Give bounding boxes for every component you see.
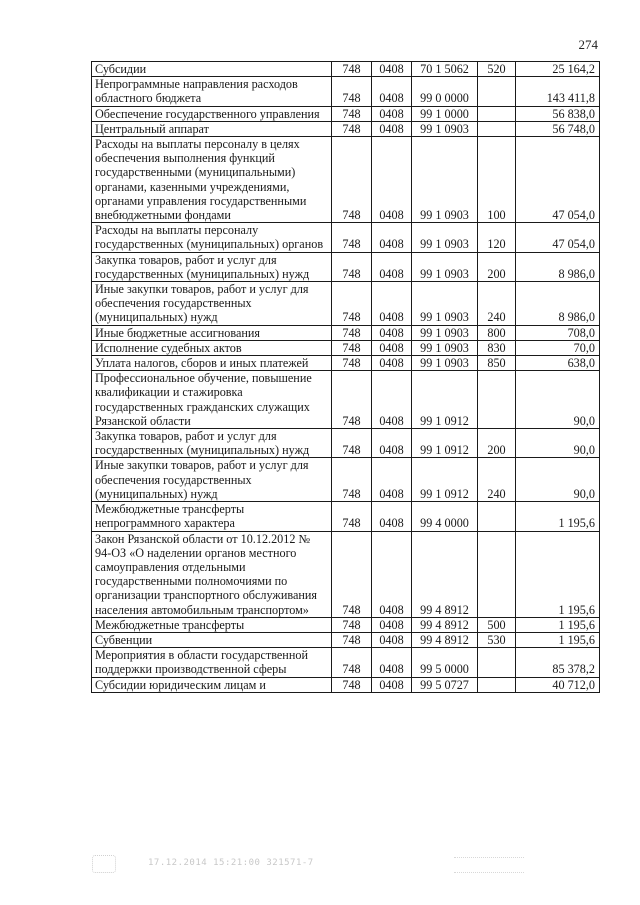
stamp-mark-right xyxy=(454,857,524,873)
cell-name: Иные закупки товаров, работ и услуг для обеспечения государственных (муниципальных) нужд xyxy=(92,458,332,502)
table-row xyxy=(92,62,600,77)
cell-ministry-code: 748 xyxy=(332,252,372,281)
table-row xyxy=(92,458,600,502)
cell-section-code: 0408 xyxy=(372,62,412,77)
stamp-text: 17.12.2014 15:21:00 321571-7 xyxy=(148,858,314,868)
cell-name: Межбюджетные трансферты xyxy=(92,617,332,632)
cell-target-article: 70 1 5062 xyxy=(412,62,478,77)
cell-section-code: 0408 xyxy=(372,617,412,632)
cell-expense-type: 800 xyxy=(478,325,516,340)
cell-target-article: 99 4 8912 xyxy=(412,632,478,647)
cell-ministry-code: 748 xyxy=(332,632,372,647)
cell-section-code: 0408 xyxy=(372,252,412,281)
cell-amount: 47 054,0 xyxy=(516,223,600,252)
cell-target-article: 99 5 0000 xyxy=(412,648,478,677)
cell-amount: 56 838,0 xyxy=(516,106,600,121)
cell-amount: 708,0 xyxy=(516,325,600,340)
table-row xyxy=(92,340,600,355)
cell-section-code: 0408 xyxy=(372,282,412,326)
cell-target-article: 99 1 0912 xyxy=(412,429,478,458)
table-row xyxy=(92,617,600,632)
cell-ministry-code: 748 xyxy=(332,356,372,371)
cell-expense-type: 500 xyxy=(478,617,516,632)
cell-ministry-code: 748 xyxy=(332,106,372,121)
cell-section-code: 0408 xyxy=(372,531,412,617)
cell-target-article: 99 1 0903 xyxy=(412,325,478,340)
cell-expense-type: 240 xyxy=(478,282,516,326)
cell-target-article: 99 1 0903 xyxy=(412,356,478,371)
cell-target-article: 99 5 0727 xyxy=(412,677,478,692)
cell-expense-type: 530 xyxy=(478,632,516,647)
page-number: 274 xyxy=(578,37,598,52)
cell-ministry-code: 748 xyxy=(332,121,372,136)
cell-target-article: 99 1 0000 xyxy=(412,106,478,121)
cell-expense-type xyxy=(478,531,516,617)
cell-ministry-code: 748 xyxy=(332,77,372,106)
table-row xyxy=(92,648,600,677)
cell-expense-type xyxy=(478,677,516,692)
cell-section-code: 0408 xyxy=(372,458,412,502)
cell-target-article: 99 4 8912 xyxy=(412,617,478,632)
cell-name: Субвенции xyxy=(92,632,332,647)
cell-section-code: 0408 xyxy=(372,632,412,647)
cell-name: Уплата налогов, сборов и иных платежей xyxy=(92,356,332,371)
cell-ministry-code: 748 xyxy=(332,282,372,326)
cell-amount: 8 986,0 xyxy=(516,252,600,281)
cell-amount: 90,0 xyxy=(516,371,600,429)
cell-amount: 8 986,0 xyxy=(516,282,600,326)
cell-target-article: 99 1 0912 xyxy=(412,371,478,429)
cell-amount: 40 712,0 xyxy=(516,677,600,692)
cell-section-code: 0408 xyxy=(372,371,412,429)
cell-target-article: 99 4 0000 xyxy=(412,502,478,531)
cell-name: Субсидии юридическим лицам и xyxy=(92,677,332,692)
table-body xyxy=(92,62,600,693)
table-row xyxy=(92,371,600,429)
cell-name: Мероприятия в области государственной поддержки производственной сферы xyxy=(92,648,332,677)
cell-ministry-code: 748 xyxy=(332,223,372,252)
cell-target-article: 99 1 0912 xyxy=(412,458,478,502)
cell-name: Закупка товаров, работ и услуг для государственных (муниципальных) нужд xyxy=(92,429,332,458)
cell-amount: 90,0 xyxy=(516,429,600,458)
table-row xyxy=(92,429,600,458)
cell-expense-type: 830 xyxy=(478,340,516,355)
table-row xyxy=(92,282,600,326)
table-row xyxy=(92,356,600,371)
cell-name: Расходы на выплаты персоналу государственных (муниципальных) органов xyxy=(92,223,332,252)
cell-amount: 143 411,8 xyxy=(516,77,600,106)
table-row xyxy=(92,632,600,647)
cell-expense-type: 200 xyxy=(478,252,516,281)
cell-amount: 85 378,2 xyxy=(516,648,600,677)
cell-amount: 1 195,6 xyxy=(516,632,600,647)
table-row xyxy=(92,677,600,692)
cell-expense-type: 520 xyxy=(478,62,516,77)
footer-stamp xyxy=(92,855,552,873)
cell-section-code: 0408 xyxy=(372,223,412,252)
table-row xyxy=(92,223,600,252)
cell-amount: 1 195,6 xyxy=(516,502,600,531)
cell-name: Центральный аппарат xyxy=(92,121,332,136)
cell-amount: 1 195,6 xyxy=(516,617,600,632)
table-row xyxy=(92,531,600,617)
cell-ministry-code: 748 xyxy=(332,340,372,355)
cell-section-code: 0408 xyxy=(372,429,412,458)
cell-name: Расходы на выплаты персоналу в целях обеспечения выполнения функций государственными (муниципальными) органами, казенными учреждениями, органами управления государственными внебюджетными фондами xyxy=(92,137,332,223)
cell-expense-type: 240 xyxy=(478,458,516,502)
cell-ministry-code: 748 xyxy=(332,371,372,429)
cell-section-code: 0408 xyxy=(372,121,412,136)
cell-expense-type: 200 xyxy=(478,429,516,458)
cell-target-article: 99 4 8912 xyxy=(412,531,478,617)
table-row xyxy=(92,121,600,136)
cell-ministry-code: 748 xyxy=(332,62,372,77)
cell-name: Иные бюджетные ассигнования xyxy=(92,325,332,340)
cell-name: Непрограммные направления расходов областного бюджета xyxy=(92,77,332,106)
cell-expense-type xyxy=(478,106,516,121)
table-row xyxy=(92,77,600,106)
cell-expense-type xyxy=(478,77,516,106)
cell-ministry-code: 748 xyxy=(332,502,372,531)
cell-ministry-code: 748 xyxy=(332,648,372,677)
cell-section-code: 0408 xyxy=(372,677,412,692)
cell-name: Обеспечение государственного управления xyxy=(92,106,332,121)
cell-expense-type xyxy=(478,502,516,531)
budget-table xyxy=(91,61,600,693)
cell-target-article: 99 1 0903 xyxy=(412,340,478,355)
cell-target-article: 99 1 0903 xyxy=(412,121,478,136)
cell-name: Исполнение судебных актов xyxy=(92,340,332,355)
cell-amount: 70,0 xyxy=(516,340,600,355)
cell-name: Закупка товаров, работ и услуг для государственных (муниципальных) нужд xyxy=(92,252,332,281)
cell-section-code: 0408 xyxy=(372,340,412,355)
cell-name: Профессиональное обучение, повышение квалификации и стажировка государственных гражданских служащих Рязанской области xyxy=(92,371,332,429)
table-row xyxy=(92,106,600,121)
cell-ministry-code: 748 xyxy=(332,531,372,617)
table-row xyxy=(92,325,600,340)
table-row xyxy=(92,502,600,531)
cell-ministry-code: 748 xyxy=(332,325,372,340)
cell-target-article: 99 1 0903 xyxy=(412,282,478,326)
cell-expense-type xyxy=(478,121,516,136)
cell-ministry-code: 748 xyxy=(332,429,372,458)
table-row xyxy=(92,137,600,223)
cell-section-code: 0408 xyxy=(372,648,412,677)
cell-target-article: 99 1 0903 xyxy=(412,252,478,281)
cell-amount: 47 054,0 xyxy=(516,137,600,223)
cell-amount: 90,0 xyxy=(516,458,600,502)
cell-target-article: 99 1 0903 xyxy=(412,223,478,252)
cell-name: Иные закупки товаров, работ и услуг для обеспечения государственных (муниципальных) нужд xyxy=(92,282,332,326)
cell-expense-type: 120 xyxy=(478,223,516,252)
cell-expense-type: 100 xyxy=(478,137,516,223)
cell-expense-type: 850 xyxy=(478,356,516,371)
cell-section-code: 0408 xyxy=(372,106,412,121)
cell-name: Межбюджетные трансферты непрограммного характера xyxy=(92,502,332,531)
cell-expense-type xyxy=(478,648,516,677)
cell-section-code: 0408 xyxy=(372,77,412,106)
cell-ministry-code: 748 xyxy=(332,458,372,502)
cell-section-code: 0408 xyxy=(372,137,412,223)
stamp-mark-left xyxy=(92,855,116,873)
cell-section-code: 0408 xyxy=(372,502,412,531)
cell-target-article: 99 0 0000 xyxy=(412,77,478,106)
cell-section-code: 0408 xyxy=(372,356,412,371)
cell-amount: 56 748,0 xyxy=(516,121,600,136)
cell-name: Субсидии xyxy=(92,62,332,77)
cell-target-article: 99 1 0903 xyxy=(412,137,478,223)
cell-ministry-code: 748 xyxy=(332,137,372,223)
table-row xyxy=(92,252,600,281)
cell-name: Закон Рязанской области от 10.12.2012 № 94-ОЗ «О наделении органов местного самоуправления отдельными государственными полномочиями по организации транспортного обслуживания населения автомобильным транспортом» xyxy=(92,531,332,617)
cell-section-code: 0408 xyxy=(372,325,412,340)
cell-amount: 1 195,6 xyxy=(516,531,600,617)
cell-ministry-code: 748 xyxy=(332,617,372,632)
cell-expense-type xyxy=(478,371,516,429)
cell-amount: 25 164,2 xyxy=(516,62,600,77)
cell-amount: 638,0 xyxy=(516,356,600,371)
cell-ministry-code: 748 xyxy=(332,677,372,692)
